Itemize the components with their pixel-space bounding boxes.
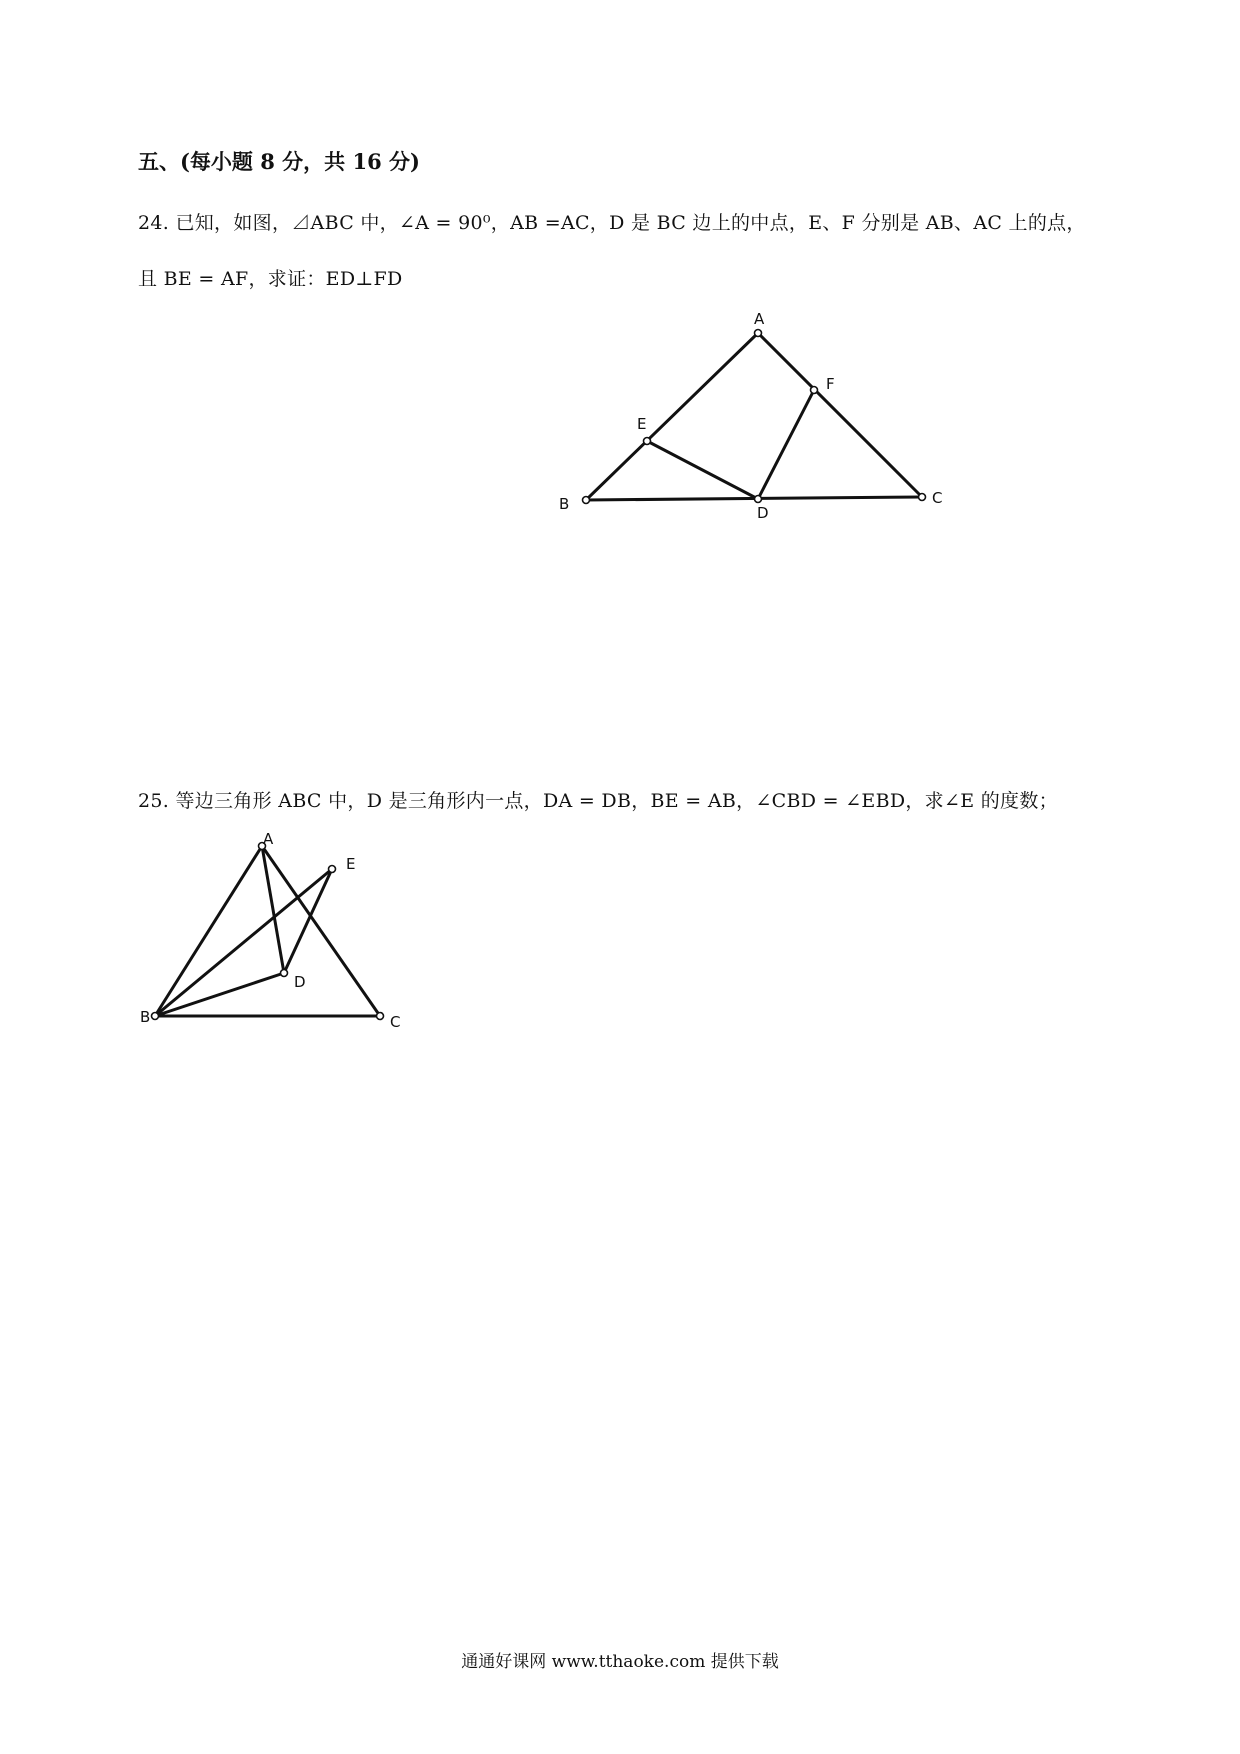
point-c [377,1013,384,1020]
footer-source: 通通好课网 www.tthaoke.com 提供下载 [461,1652,779,1672]
question-24-line-2: 且 BE = AF，求证：ED⊥FD [138,268,403,290]
point-b [152,1013,159,1020]
label-a: A [754,310,765,328]
point-e [329,866,336,873]
label-b: B [559,495,570,513]
segment-ad [262,846,284,973]
label-f: F [826,375,835,393]
label-b: B [140,1008,151,1026]
question-25-line: 25. 等边三角形 ABC 中，D 是三角形内一点，DA = DB，BE = AB，∠CBD = ∠EBD，求∠E 的度数； [138,790,1058,812]
segment-de [284,869,332,973]
label-e: E [637,415,647,433]
section-title: 五、(每小题 8 分，共 16 分) [138,149,420,174]
label-e: E [346,855,356,873]
point-d [281,970,288,977]
segment-ac [262,846,380,1016]
label-d: D [757,504,769,522]
segment-be [155,869,332,1016]
label-d: D [294,973,306,991]
label-c: C [390,1013,401,1031]
segment-bd [155,973,284,1016]
label-c: C [932,489,943,507]
label-a: A [263,830,274,848]
question-24-line-1: 24. 已知，如图，⊿ABC 中，∠A = 90⁰，AB =AC，D 是 BC 边上的中点，E、F 分别是 AB、AC 上的点， [138,212,1086,234]
segment-ab [155,846,262,1016]
